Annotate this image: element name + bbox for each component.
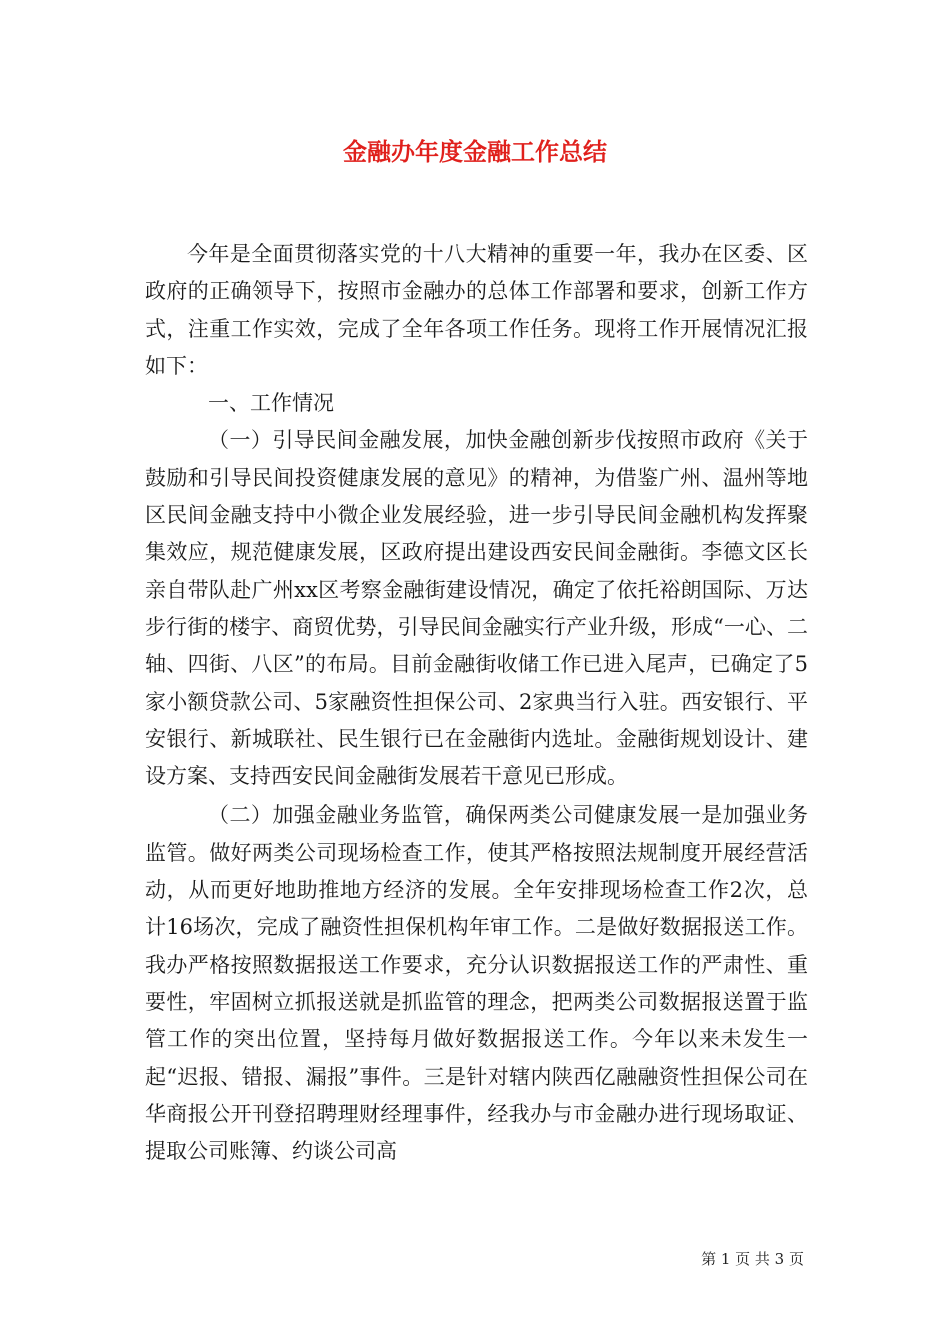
paragraph-supervision: （二）加强金融业务监管，确保两类公司健康发展一是加强业务监管。做好两类公司现场检查工作，使其严格按照法规制度开展经营活动，从而更好地助推地方经济的发展。全年安排现场检查工作2次，总计16场次，完成了融资性担保机构年审工作。二是做好数据报送工作。我办严格按照数据报送工作要求，充分认识数据报送工作的严肃性、重要性，牢固树立抓报送就是抓监管的理念，把两类公司数据报送置于监管工作的突出位置，坚持每月做好数据报送工作。今年以来未发生一起“迟报、错报、漏报”事件。三是针对辖内陕西亿融融资性担保公司在华商报公开刊登招聘理财经理事件，经我办与市金融办进行现场取证、提取公司账簿、约谈公司高	[145, 803, 808, 1164]
section-heading-work-status: 一、工作情况	[208, 391, 334, 416]
page-number-footer: 第 1 页 共 3 页	[701, 1250, 804, 1268]
document-body	[145, 236, 808, 1170]
document-title: 金融办年度金融工作总结	[343, 137, 607, 166]
intro-paragraph: 今年是全面贯彻落实党的十八大精神的重要一年，我办在区委、区政府的正确领导下，按照市金融办的总体工作部署和要求，创新工作方式，注重工作实效，完成了全年各项工作任务。现将工作开展情况汇报如下：	[145, 242, 808, 378]
paragraph-private-finance: （一）引导民间金融发展，加快金融创新步伐按照市政府《关于鼓励和引导民间投资健康发展的意见》的精神，为借鉴广州、温州等地区民间金融支持中小微企业发展经验，进一步引导民间金融机构发挥聚集效应，规范健康发展，区政府提出建设西安民间金融街。李德文区长亲自带队赴广州xx区考察金融街建设情况，确定了依托裕朗国际、万达步行街的楼宇、商贸优势，引导民间金融实行产业升级，形成“一心、二轴、四街、八区”的布局。目前金融街收储工作已进入尾声，已确定了5家小额贷款公司、5家融资性担保公司、2家典当行入驻。西安银行、平安银行、新城联社、民生银行已在金融街内选址。金融街规划设计、建设方案、支持西安民间金融街发展若干意见已形成。	[145, 428, 808, 789]
